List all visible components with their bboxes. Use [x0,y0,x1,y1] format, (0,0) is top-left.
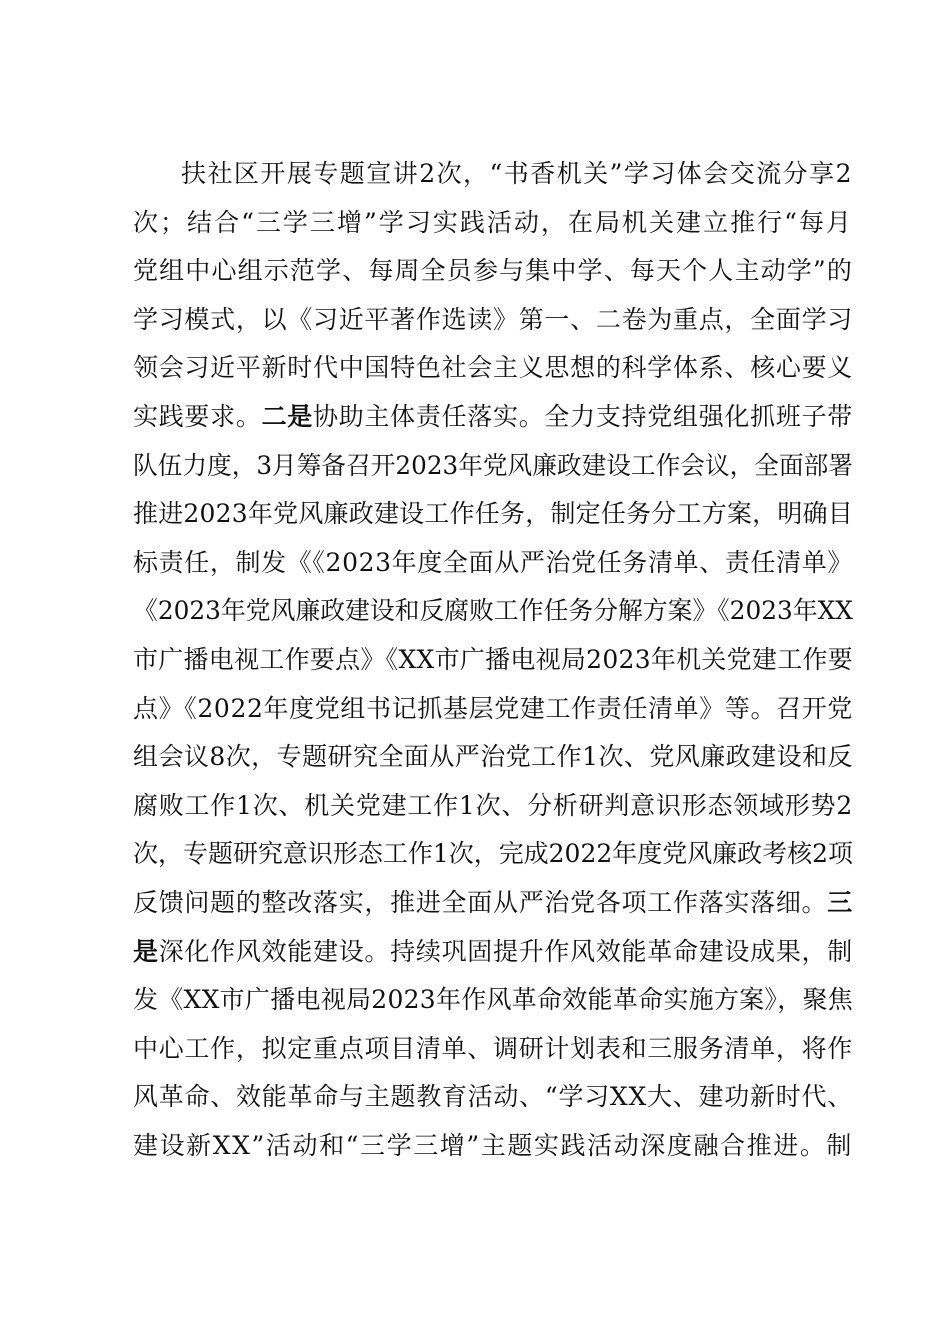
text-run: 《2023年党风廉政建设和反腐败工作任务分解方案》《2023年XX [133,596,853,626]
text-line [133,636,853,685]
text-run: 扶社区开展专题宣讲2次，“书香机关”学习体会交流分享2 [181,159,853,188]
text-line [133,782,853,831]
bold-heading-marker: 二是 [261,401,314,431]
text-line [133,733,853,782]
text-line [133,539,853,588]
bold-heading-marker: 是 [133,936,159,966]
text-line [133,1025,853,1074]
text-run: 深化作风效能建设。持续巩固提升作风效能革命建设成果，制 [158,936,853,966]
text-run: 标责任，制发《《2023年度全面从严治党任务清单、责任清单》 [133,547,853,577]
text-run: 发《XX市广播电视局2023年作风革命效能革命实施方案》，聚焦 [133,985,853,1015]
text-line [133,976,853,1025]
text-run: 中心工作，拟定重点项目清单、调研计划表和三服务清单，将作 [133,1033,853,1063]
text-run: 党组中心组示范学、每周全员参与集中学、每天个人主动学”的 [133,256,853,286]
text-line [133,685,853,734]
text-line [133,296,853,345]
text-run: 队伍力度，3月筹备召开2023年党风廉政建设工作会议，全面部署 [133,450,853,480]
text-line [133,1073,853,1122]
text-run: 领会习近平新时代中国特色社会主义思想的科学体系、核心要义 [133,353,853,383]
text-line [133,247,853,296]
text-line [133,1122,853,1171]
text-run: 腐败工作1次、机关党建工作1次、分析研判意识形态领域形势2 [133,790,853,820]
text-run: 反馈问题的整改落实，推进全面从严治党各项工作落实落细。 [133,887,828,917]
text-line [133,830,853,879]
bold-heading-marker: 三 [827,887,853,917]
text-line [133,150,853,199]
text-run: 次；结合“三学三增”学习实践活动，在局机关建立推行“每月 [133,207,853,237]
text-run: 学习模式，以《习近平著作选读》第一、二卷为重点，全面学习 [133,304,853,334]
text-line [133,393,853,442]
text-run: 组会议8次，专题研究全面从严治党工作1次、党风廉政建设和反 [133,742,853,772]
text-run: 建设新XX”活动和“三学三增”主题实践活动深度融合推进。制 [133,1130,853,1160]
text-run: 次，专题研究意识形态工作1次，完成2022年度党风廉政考核2项 [133,839,854,869]
text-run: 协助主体责任落实。全力支持党组强化抓班子带 [313,401,853,431]
text-line [133,928,853,977]
text-line [133,344,853,393]
body-paragraph [133,150,853,1170]
text-line [133,199,853,248]
text-line [133,490,853,539]
text-run: 风革命、效能革命与主题教育活动、“学习XX大、建功新时代、 [133,1082,853,1112]
text-run: 市广播电视工作要点》《XX市广播电视局2023年机关党建工作要 [133,644,853,674]
text-run: 推进2023年党风廉政建设工作任务，制定任务分工方案，明确目 [133,499,853,529]
text-line [133,879,853,928]
text-line [133,442,853,491]
text-run: 点》《2022年度党组书记抓基层党建工作责任清单》等。召开党 [133,693,853,723]
text-run: 实践要求。 [133,401,262,431]
text-line [133,587,853,636]
